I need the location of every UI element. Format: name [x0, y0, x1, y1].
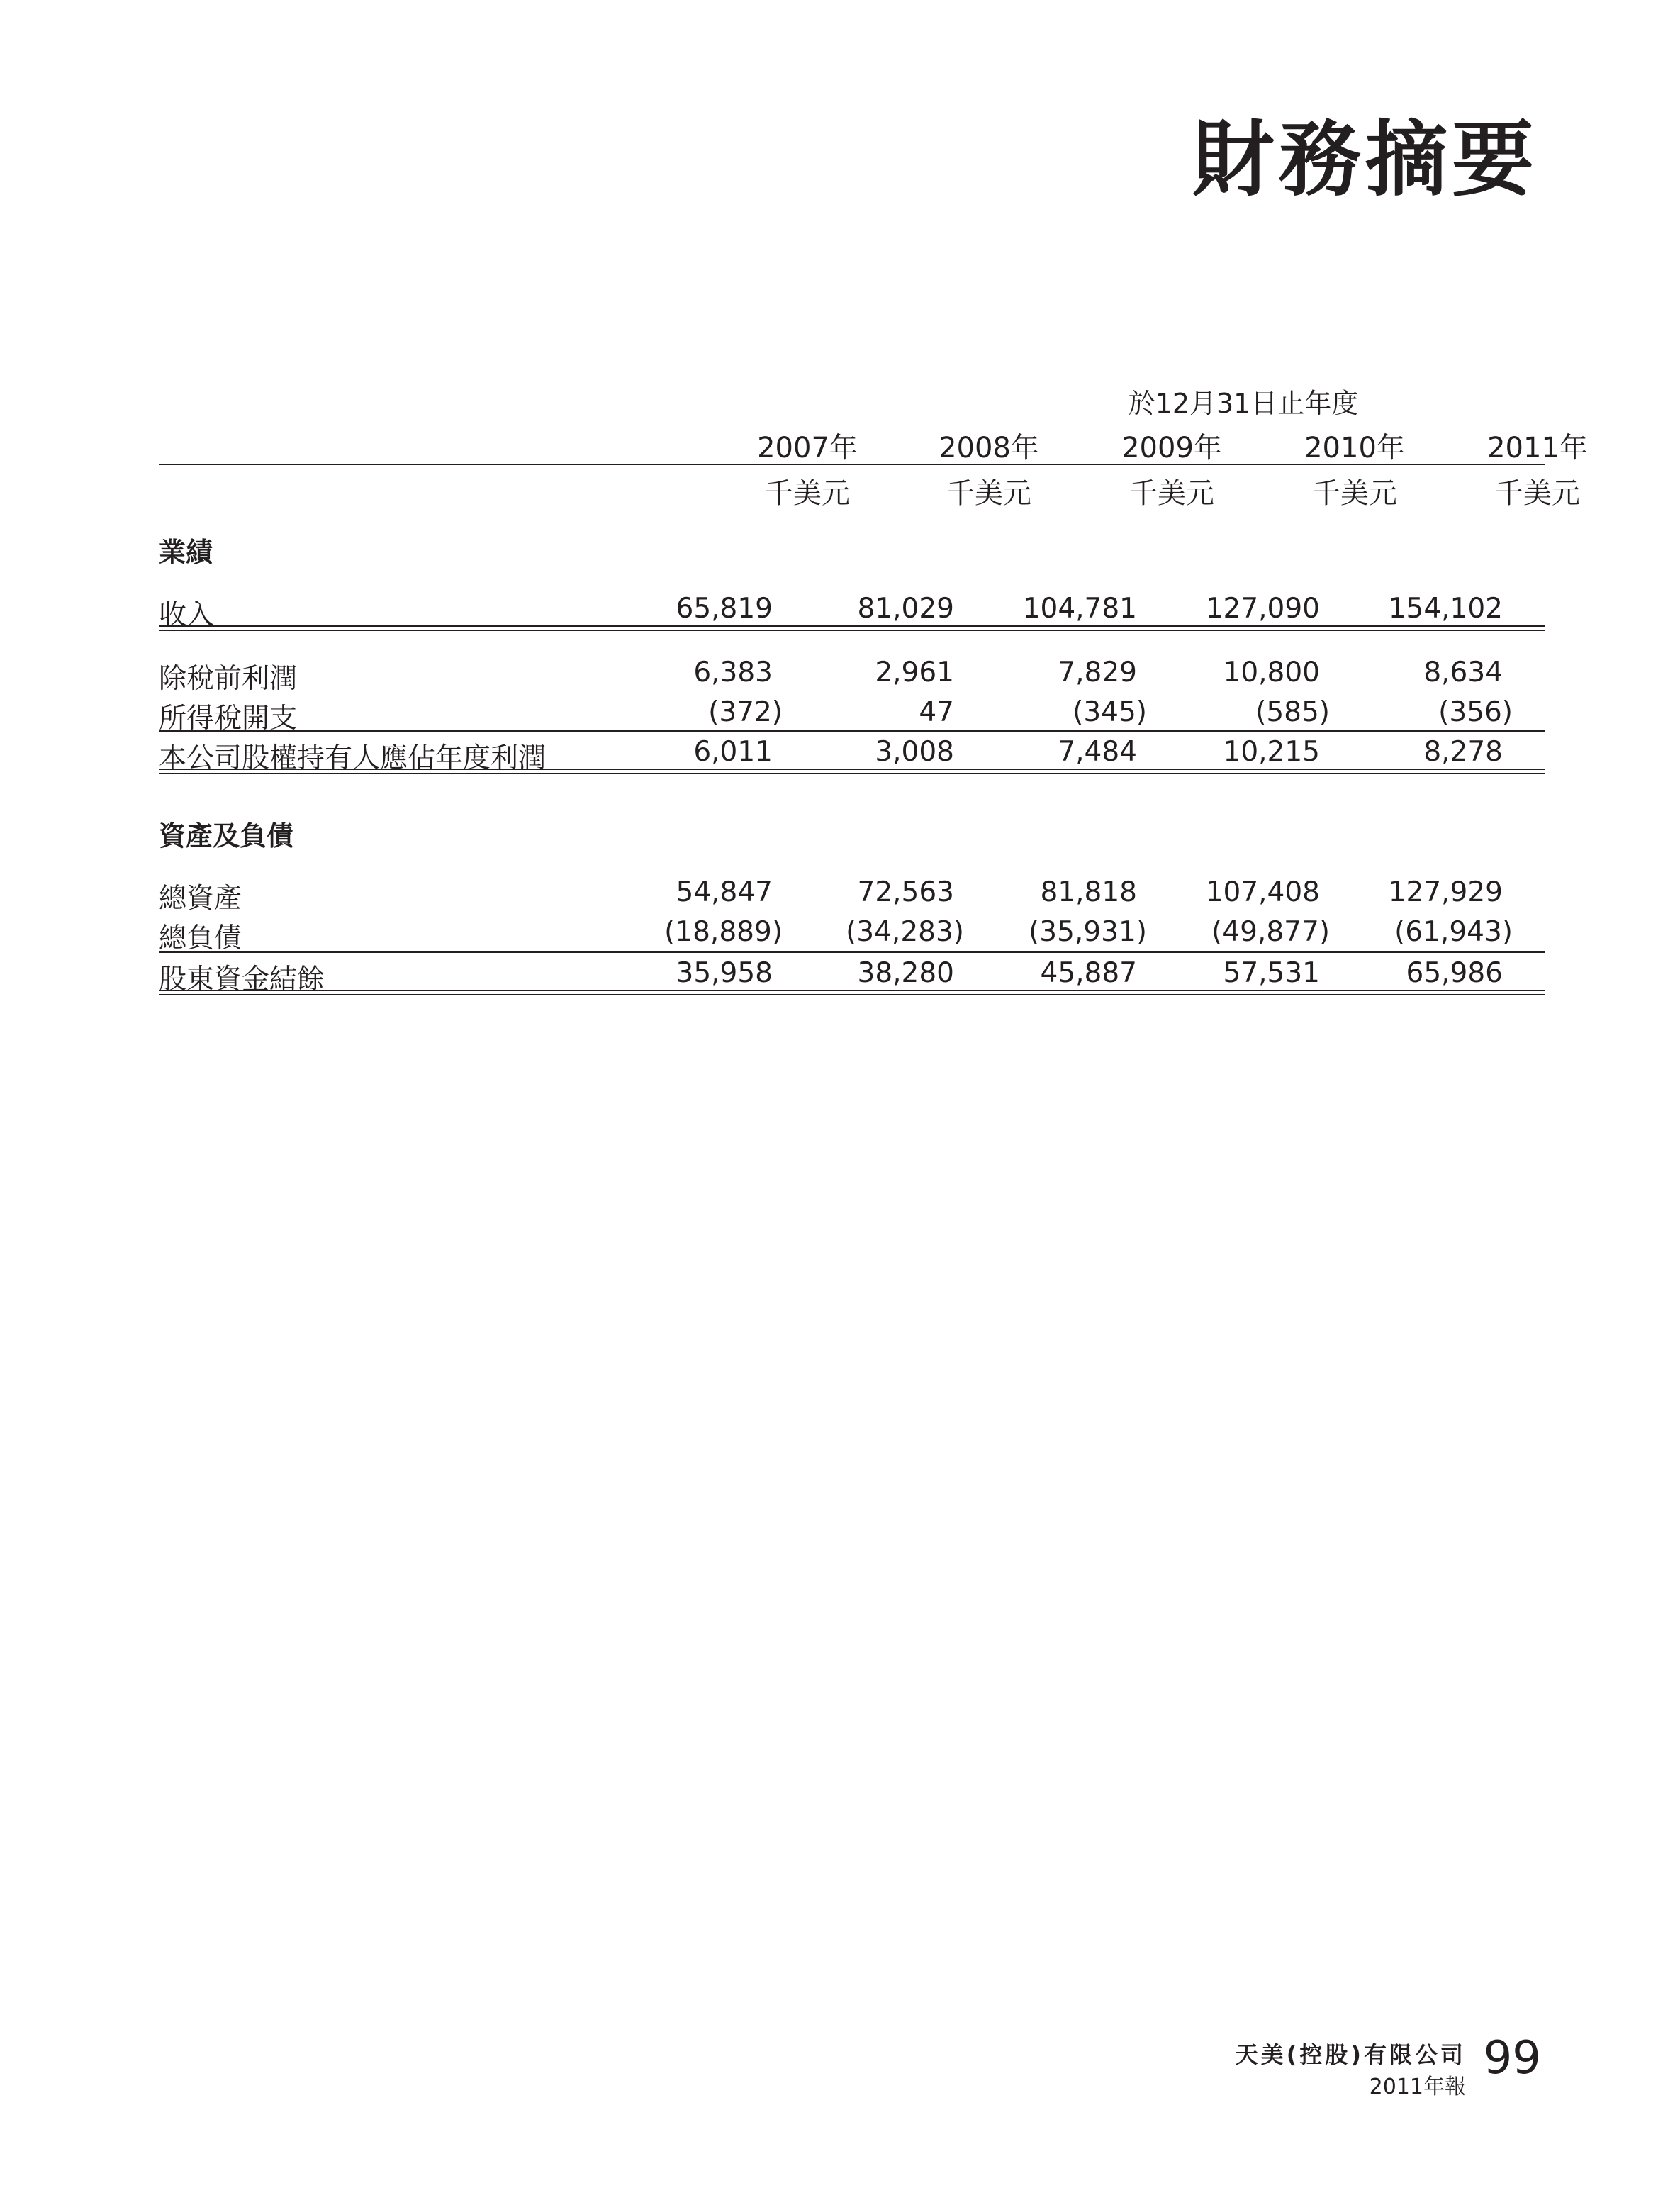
cell-value: 72,563 — [857, 876, 954, 908]
header-rule — [159, 464, 1545, 465]
row-income-tax — [159, 696, 1545, 733]
row-label: 收入 — [159, 599, 215, 631]
cell-value: 7,484 — [1058, 736, 1137, 768]
cell-value: 3,008 — [875, 736, 954, 768]
year-header: 2009年 — [1121, 432, 1222, 464]
cell-value: 8,634 — [1423, 657, 1503, 688]
double-rule — [159, 990, 1545, 995]
cell-value: 10,800 — [1223, 657, 1320, 688]
double-rule — [159, 625, 1545, 631]
cell-value: 65,986 — [1406, 957, 1503, 989]
unit-header: 千美元 — [1312, 477, 1397, 510]
row-label: 本公司股權持有人應佔年度利潤 — [159, 742, 547, 774]
row-total-liabilities — [159, 916, 1545, 953]
cell-value: 10,215 — [1223, 736, 1320, 768]
section-heading-results: 業績 — [159, 537, 213, 568]
row-label: 所得稅開支 — [159, 703, 298, 735]
cell-value: 47 — [919, 696, 954, 728]
cell-value: 107,408 — [1205, 876, 1320, 908]
cell-value: 2,961 — [875, 657, 954, 688]
cell-value: 65,819 — [676, 593, 773, 625]
cell-value: 154,102 — [1388, 593, 1503, 625]
cell-value: 81,029 — [857, 593, 954, 625]
cell-value: (585) — [1255, 696, 1330, 728]
unit-header: 千美元 — [1495, 477, 1580, 510]
row-profit-before-tax — [159, 657, 1545, 693]
cell-value: (34,283) — [846, 916, 964, 948]
page-title: 財務摘要 — [1192, 112, 1538, 208]
row-label: 股東資金結餘 — [159, 964, 325, 995]
period-label: 於12月31日止年度 — [1128, 388, 1359, 419]
subtotal-rule — [159, 951, 1545, 953]
cell-value: (356) — [1438, 696, 1513, 728]
cell-value: 7,829 — [1058, 657, 1137, 688]
footer-company-name: 天美(控股)有限公司 — [1235, 2041, 1466, 2068]
cell-value: (61,943) — [1394, 916, 1513, 948]
row-label: 總資產 — [159, 883, 242, 915]
cell-value: (35,931) — [1029, 916, 1147, 948]
cell-value: (372) — [708, 696, 783, 728]
unit-header: 千美元 — [1129, 477, 1214, 510]
year-header: 2007年 — [757, 432, 858, 464]
year-header: 2011年 — [1487, 432, 1588, 464]
cell-value: 6,383 — [693, 657, 773, 688]
footer-report-name: 2011年報 — [1369, 2075, 1466, 2099]
cell-value: 81,818 — [1040, 876, 1137, 908]
cell-value: (345) — [1073, 696, 1147, 728]
cell-value: 38,280 — [857, 957, 954, 989]
row-total-assets — [159, 876, 1545, 913]
page-number: 99 — [1483, 2032, 1541, 2084]
double-rule — [159, 769, 1545, 774]
cell-value: 104,781 — [1022, 593, 1137, 625]
row-shareholders-funds — [159, 957, 1545, 994]
section-heading-assets: 資產及負債 — [159, 820, 294, 852]
unit-header: 千美元 — [946, 477, 1031, 510]
row-label: 總負債 — [159, 922, 242, 954]
cell-value: 127,090 — [1205, 593, 1320, 625]
year-header: 2010年 — [1304, 432, 1405, 464]
unit-header: 千美元 — [765, 477, 850, 510]
row-profit-for-year — [159, 736, 1545, 773]
cell-value: 35,958 — [676, 957, 773, 989]
row-label: 除稅前利潤 — [159, 663, 298, 695]
cell-value: 6,011 — [693, 736, 773, 768]
year-header: 2008年 — [939, 432, 1039, 464]
cell-value: 54,847 — [676, 876, 773, 908]
cell-value: 8,278 — [1423, 736, 1503, 768]
row-revenue — [159, 593, 1545, 630]
cell-value: 57,531 — [1223, 957, 1320, 989]
cell-value: 127,929 — [1388, 876, 1503, 908]
cell-value: 45,887 — [1040, 957, 1137, 989]
subtotal-rule — [159, 730, 1545, 732]
cell-value: (49,877) — [1211, 916, 1330, 948]
cell-value: (18,889) — [664, 916, 783, 948]
